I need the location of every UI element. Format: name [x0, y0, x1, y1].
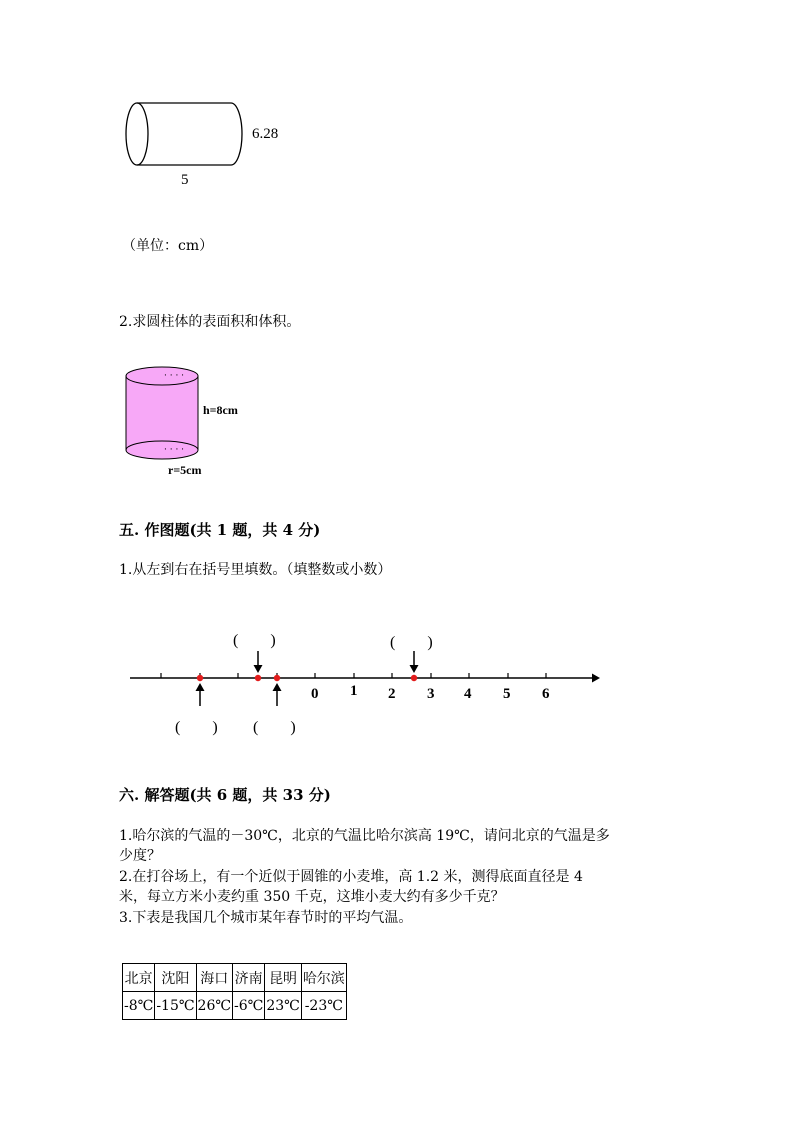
table-cell-city: 沈阳: [155, 964, 196, 992]
table-cell-city: 海口: [196, 964, 232, 992]
cylinder-top-dots: · · · ·: [164, 371, 185, 381]
question-2-text: 2.求圆柱体的表面积和体积。: [119, 314, 301, 330]
answer-blank-top-2[interactable]: ( ): [390, 634, 433, 651]
number-line-arrowhead: [592, 674, 600, 683]
cylinder-height-label: 6.28: [252, 126, 279, 142]
table-cell-temp: -15℃: [155, 992, 196, 1020]
point-a: [197, 675, 203, 681]
temperature-table: [122, 963, 347, 1020]
table-row: [123, 992, 347, 1020]
tick-label-3: 3: [427, 686, 435, 702]
tick-label-4: 4: [464, 686, 472, 702]
cylinder-horizontal-figure: [118, 96, 258, 176]
section-6-question-3: 3.下表是我国几个城市某年春节时的平均气温。: [119, 910, 413, 926]
section-6-question-2-line-1: 2.在打谷场上，有一个近似于圆锥的小麦堆，高 1.2 米，测得底面直径是 4: [119, 869, 583, 885]
section-5-heading: 五. 作图题(共 1 题，共 4 分): [119, 521, 321, 539]
point-c: [274, 675, 280, 681]
tick-label-1: 1: [350, 683, 358, 699]
down-arrow-d: [410, 651, 419, 673]
table-cell-city: 昆明: [265, 964, 301, 992]
point-b: [255, 675, 261, 681]
tick-label-0: 0: [311, 686, 319, 702]
table-cell-city: 济南: [233, 964, 265, 992]
table-cell-temp: -6℃: [233, 992, 265, 1020]
tick-label-6: 6: [542, 686, 550, 702]
cylinder-vertical-figure: [120, 364, 204, 464]
table-cell-temp: 23℃: [265, 992, 301, 1020]
cylinder-left-face: [126, 103, 148, 165]
section-6-question-1-line-2: 少度？: [119, 848, 161, 864]
cylinder-h-label: h=8cm: [203, 403, 238, 417]
cylinder-body: [126, 376, 198, 459]
number-line: [125, 640, 605, 710]
tick-label-2: 2: [388, 686, 396, 702]
section-5-question-1: 1.从左到右在括号里填数。（填整数或小数）: [119, 562, 392, 578]
cylinder-r-label: r=5cm: [168, 463, 202, 477]
table-cell-temp: 26℃: [196, 992, 232, 1020]
up-arrow-a: [196, 683, 205, 706]
point-d: [411, 675, 417, 681]
unit-note: （单位：cm）: [122, 238, 214, 254]
section-6-question-1-line-1: 1.哈尔滨的气温的－30℃，北京的气温比哈尔滨高 19℃，请问北京的气温是多: [119, 828, 610, 844]
table-cell-city: 北京: [123, 964, 155, 992]
table-cell-temp: -23℃: [301, 992, 346, 1020]
up-arrow-c: [273, 683, 282, 706]
cylinder-right-face: [231, 103, 242, 165]
section-6-heading: 六. 解答题(共 6 题，共 33 分): [119, 786, 331, 804]
table-header-row: [123, 964, 347, 992]
down-arrow-b: [254, 651, 263, 673]
answer-blank-bottom-1[interactable]: ( ): [175, 719, 218, 736]
answer-blank-bottom-2[interactable]: ( ): [253, 719, 296, 736]
table-cell-city: 哈尔滨: [301, 964, 346, 992]
tick-label-5: 5: [503, 686, 511, 702]
table-cell-temp: -8℃: [123, 992, 155, 1020]
section-6-question-2-line-2: 米，每立方米小麦约重 350 千克，这堆小麦大约有多少千克？: [119, 889, 505, 905]
cylinder-length-label: 5: [181, 172, 189, 188]
answer-blank-top-1[interactable]: ( ): [233, 632, 276, 649]
cylinder-top-face: [126, 367, 198, 385]
cylinder-bottom-dots: · · · ·: [164, 445, 185, 455]
